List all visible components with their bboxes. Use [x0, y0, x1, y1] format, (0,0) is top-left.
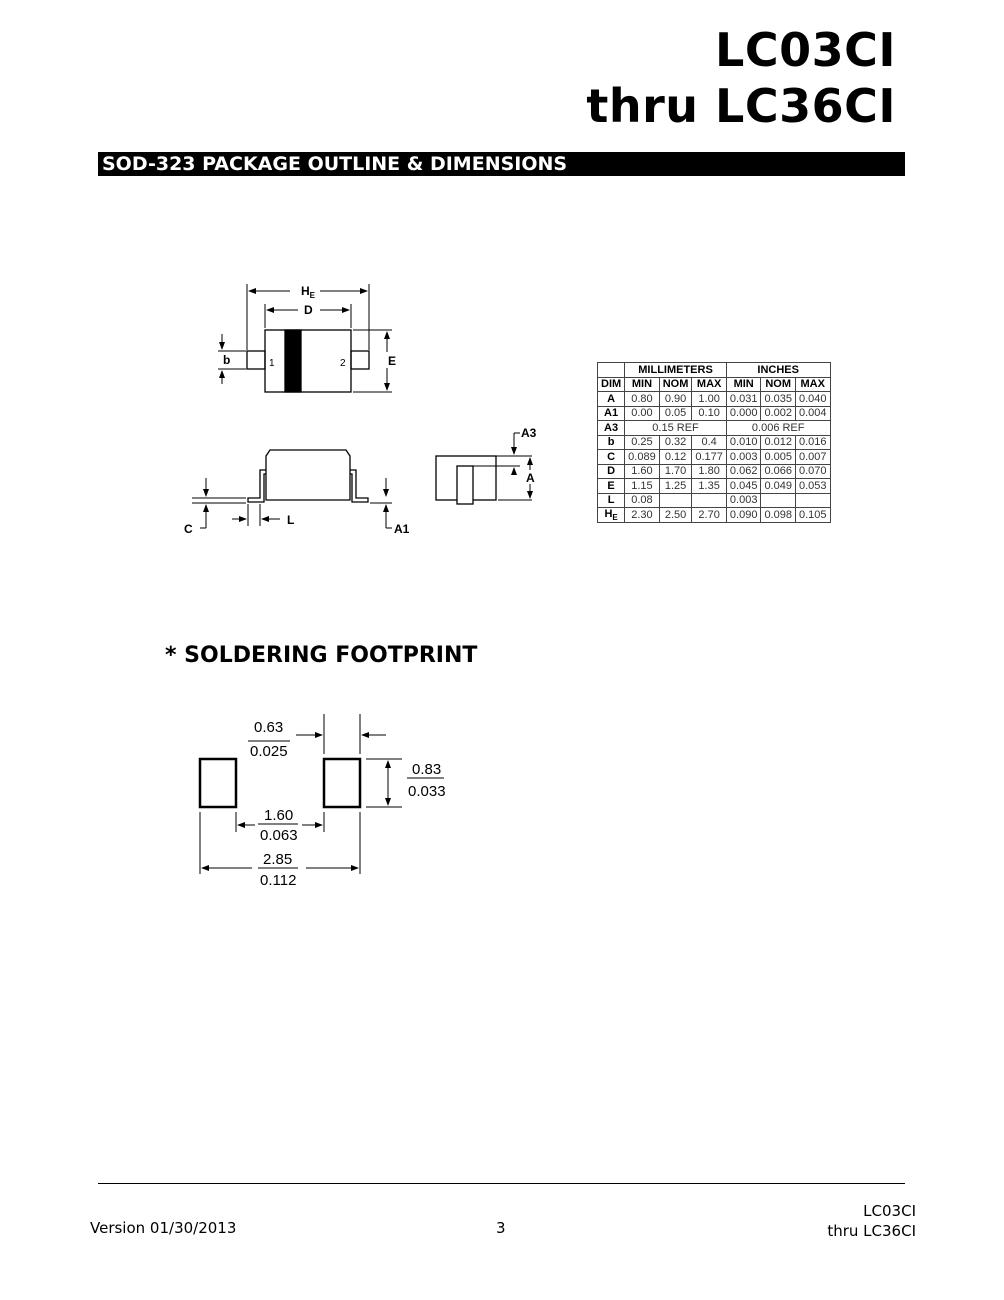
- top-view: [247, 330, 369, 392]
- footer-part-line-1: LC03CI: [863, 1202, 916, 1220]
- c-label: C: [184, 522, 193, 536]
- pin-1-label: 1: [269, 358, 275, 369]
- table-row: [598, 464, 831, 479]
- value-cell: 1.00: [692, 392, 727, 407]
- b-label: b: [223, 353, 231, 367]
- value-cell: 0.003: [726, 493, 761, 508]
- sub-header: MIN: [625, 377, 660, 392]
- package-outline-drawing: [170, 270, 550, 550]
- footprint-gap-in: 0.063: [260, 827, 298, 844]
- value-cell: 0.4: [692, 435, 727, 450]
- value-cell: 0.05: [659, 406, 692, 421]
- document-title: [586, 22, 896, 134]
- cathode-band: [285, 330, 301, 392]
- table-row: [598, 421, 831, 436]
- a3-label: A3: [521, 426, 537, 440]
- e-label: E: [388, 354, 397, 368]
- footprint-gap-mm: 1.60: [264, 807, 294, 824]
- value-cell: 1.15: [625, 479, 660, 494]
- dim-cell: $H_E$: [598, 508, 625, 523]
- table-row: [598, 450, 831, 465]
- pad-right: [324, 759, 360, 807]
- dim-cell: A: [598, 392, 625, 407]
- value-cell: 0.010: [726, 435, 761, 450]
- value-cell: 1.25: [659, 479, 692, 494]
- value-cell: 0.035: [761, 392, 796, 407]
- table-row: [598, 493, 831, 508]
- dim-cell: C: [598, 450, 625, 465]
- table-header-row: [598, 363, 831, 378]
- footprint-pad-width-in: 0.025: [250, 743, 288, 760]
- value-cell: 0.00: [625, 406, 660, 421]
- value-cell: 0.049: [761, 479, 796, 494]
- value-cell: 0.002: [761, 406, 796, 421]
- value-cell: 1.35: [692, 479, 727, 494]
- value-cell: 0.12: [659, 450, 692, 465]
- footer-part-line-2: thru LC36CI: [827, 1222, 916, 1240]
- dimension-table: [597, 362, 831, 523]
- section-title: SOD-323 PACKAGE OUTLINE & DIMENSIONS: [102, 153, 568, 175]
- value-cell: 0.031: [726, 392, 761, 407]
- package-body: [265, 330, 351, 392]
- l-label: L: [287, 513, 295, 527]
- dim-header: DIM: [598, 377, 625, 392]
- value-cell: 0.15 REF: [625, 421, 727, 436]
- value-cell: 1.80: [692, 464, 727, 479]
- value-cell: 0.090: [726, 508, 761, 523]
- value-cell: 0.053: [795, 479, 830, 494]
- value-cell: 0.005: [761, 450, 796, 465]
- sub-header: NOM: [659, 377, 692, 392]
- value-cell: 0.098: [761, 508, 796, 523]
- value-cell: 1.60: [625, 464, 660, 479]
- mm-group-header: MILLIMETERS: [625, 363, 727, 378]
- table-row: [598, 479, 831, 494]
- footprint-pad-height-mm: 0.83: [412, 761, 442, 778]
- soldering-footprint-drawing: [190, 708, 470, 898]
- he-label: $H_E$: [301, 284, 316, 300]
- table-row: [598, 406, 831, 421]
- table-subheader-row: [598, 377, 831, 392]
- sub-header: MAX: [692, 377, 727, 392]
- value-cell: 0.004: [795, 406, 830, 421]
- value-cell: 0.070: [795, 464, 830, 479]
- title-line-2: thru LC36CI: [586, 79, 896, 133]
- dim-cell: L: [598, 493, 625, 508]
- table-row: [598, 392, 831, 407]
- value-cell: [761, 493, 796, 508]
- dim-cell: E: [598, 479, 625, 494]
- table-row: [598, 508, 831, 523]
- value-cell: [795, 493, 830, 508]
- title-line-1: LC03CI: [715, 23, 896, 77]
- value-cell: 0.016: [795, 435, 830, 450]
- dim-cell: A1: [598, 406, 625, 421]
- value-cell: 0.062: [726, 464, 761, 479]
- value-cell: 0.80: [625, 392, 660, 407]
- value-cell: 0.32: [659, 435, 692, 450]
- value-cell: 0.177: [692, 450, 727, 465]
- section-bar: [98, 152, 905, 176]
- dim-cell: D: [598, 464, 625, 479]
- sub-header: MIN: [726, 377, 761, 392]
- end-view: [436, 456, 496, 504]
- value-cell: 0.105: [795, 508, 830, 523]
- value-cell: 0.045: [726, 479, 761, 494]
- lead-left: [247, 351, 265, 369]
- value-cell: [692, 493, 727, 508]
- value-cell: 0.012: [761, 435, 796, 450]
- value-cell: 0.000: [726, 406, 761, 421]
- pin-2-label: 2: [340, 358, 346, 369]
- footer-version: Version 01/30/2013: [90, 1219, 237, 1237]
- footer-divider: [98, 1183, 905, 1184]
- footprint-pad-width-mm: 0.63: [254, 719, 284, 736]
- value-cell: 0.25: [625, 435, 660, 450]
- value-cell: 0.007: [795, 450, 830, 465]
- value-cell: 0.003: [726, 450, 761, 465]
- value-cell: 0.040: [795, 392, 830, 407]
- value-cell: 2.30: [625, 508, 660, 523]
- side-view: [248, 450, 368, 502]
- footprint-total-in: 0.112: [260, 872, 297, 889]
- value-cell: 0.10: [692, 406, 727, 421]
- value-cell: 0.90: [659, 392, 692, 407]
- sub-header: MAX: [795, 377, 830, 392]
- soldering-footprint-title: * SOLDERING FOOTPRINT: [165, 643, 478, 668]
- page-number: 3: [496, 1219, 506, 1237]
- d-label: D: [304, 303, 313, 317]
- footer-part-number: [827, 1201, 916, 1241]
- pad-left: [200, 759, 236, 807]
- value-cell: 0.08: [625, 493, 660, 508]
- value-cell: 0.006 REF: [726, 421, 830, 436]
- sub-header: NOM: [761, 377, 796, 392]
- dim-cell: A3: [598, 421, 625, 436]
- inch-group-header: INCHES: [726, 363, 830, 378]
- value-cell: 2.50: [659, 508, 692, 523]
- table-row: [598, 435, 831, 450]
- value-cell: [659, 493, 692, 508]
- value-cell: 0.089: [625, 450, 660, 465]
- a1-label: A1: [394, 522, 410, 536]
- dim-cell: b: [598, 435, 625, 450]
- value-cell: 0.066: [761, 464, 796, 479]
- lead-right: [351, 351, 369, 369]
- value-cell: 1.70: [659, 464, 692, 479]
- value-cell: 2.70: [692, 508, 727, 523]
- dim-header-blank: [598, 363, 625, 378]
- footprint-total-mm: 2.85: [263, 851, 293, 868]
- a-label: A: [526, 471, 535, 485]
- footprint-pad-height-in: 0.033: [408, 783, 446, 800]
